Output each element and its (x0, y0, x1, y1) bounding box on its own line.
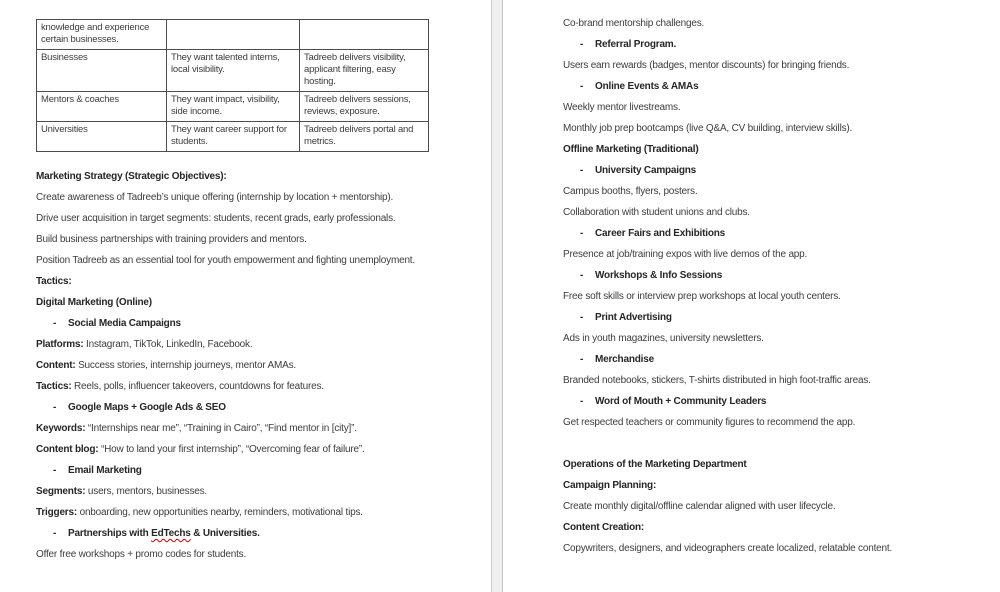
page-left[interactable] (0, 0, 491, 592)
table-row (37, 122, 429, 152)
text-run: “How to land your first internship”, “Overcoming fear of failure”. (98, 444, 365, 455)
text-run: Offline Marketing (Traditional) (563, 144, 699, 155)
table-cell: They want career support for students. (167, 122, 300, 152)
text-run: Create awareness of Tadreeb’s unique offering (internship by location + mentorship). (36, 192, 394, 203)
text-run: Co-brand mentorship challenges. (563, 18, 705, 29)
text-run: Create monthly digital/offline calendar aligned with user lifecycle. (563, 501, 836, 512)
paragraph (563, 101, 980, 114)
text-run: Platforms: (36, 339, 84, 350)
paragraph (36, 422, 467, 435)
text-run: Offer free workshops + promo codes for students. (36, 549, 247, 560)
table-cell: Tadreeb delivers sessions, reviews, exposure. (300, 92, 429, 122)
paragraph (563, 290, 980, 303)
table-row (37, 20, 429, 50)
bullet-item (563, 311, 980, 324)
text-run: Content: (36, 360, 76, 371)
paragraph (563, 458, 980, 471)
paragraph (563, 185, 980, 198)
table-cell: Businesses (37, 50, 167, 92)
table-row (37, 50, 429, 92)
text-run: & Universities. (190, 528, 260, 539)
right-page-text (563, 17, 980, 555)
paragraph (36, 233, 467, 246)
paragraph (563, 122, 980, 135)
bullet-dash: - (580, 81, 584, 92)
table-cell: knowledge and experience certain businesses. (37, 20, 167, 50)
table-cell: Universities (37, 122, 167, 152)
audience-segments-table (36, 19, 429, 152)
paragraph (563, 479, 980, 492)
text-run: Instagram, TikTok, LinkedIn, Facebook. (83, 339, 253, 350)
table-cell: Tadreeb delivers visibility, applicant filtering, easy hosting. (300, 50, 429, 92)
text-run: Free soft skills or interview prep workshops at local youth centers. (563, 291, 841, 302)
text-run: Ads in youth magazines, university newsletters. (563, 333, 764, 344)
text-run: Triggers: (36, 507, 77, 518)
paragraph (36, 338, 467, 351)
bullet-dash: - (580, 396, 584, 407)
paragraph (563, 206, 980, 219)
text-run: Tactics: (36, 381, 72, 392)
bullet-item (36, 527, 467, 540)
bullet-item (563, 269, 980, 282)
bullet-dash: - (53, 402, 57, 413)
bullet-dash: - (53, 318, 57, 329)
table-cell: They want impact, visibility, side income. (167, 92, 300, 122)
table-cell (300, 20, 429, 50)
text-run: Reels, polls, influencer takeovers, countdowns for features. (71, 381, 324, 392)
text-run: Word of Mouth + Community Leaders (595, 396, 767, 407)
bullet-item (563, 80, 980, 93)
text-run: users, mentors, businesses. (85, 486, 208, 497)
paragraph (36, 212, 467, 225)
text-run: Weekly mentor livestreams. (563, 102, 681, 113)
bullet-item (563, 395, 980, 408)
text-run: Build business partnerships with training providers and mentors. (36, 234, 307, 245)
paragraph (563, 143, 980, 156)
text-run: “Internships near me”, “Training in Cairo”, “Find mentor in [city]”. (85, 423, 357, 434)
bullet-dash: - (580, 165, 584, 176)
text-run: Referral Program. (595, 39, 677, 50)
bullet-dash: - (580, 354, 584, 365)
table-cell: Mentors & coaches (37, 92, 167, 122)
text-run: Position Tadreeb as an essential tool for youth empowerment and fighting unemployment. (36, 255, 415, 266)
text-run: Campaign Planning: (563, 480, 657, 491)
paragraph (563, 542, 980, 555)
text-run: Marketing Strategy (Strategic Objectives): (36, 171, 227, 182)
bullet-dash: - (53, 465, 57, 476)
paragraph (36, 443, 467, 456)
paragraph (563, 248, 980, 261)
bullet-item (563, 38, 980, 51)
page-divider (491, 0, 503, 592)
paragraph (36, 191, 467, 204)
paragraph (563, 374, 980, 387)
text-run: onboarding, new opportunities nearby, reminders, motivational tips. (77, 507, 363, 518)
text-run: Content Creation: (563, 522, 645, 533)
bullet-dash: - (580, 228, 584, 239)
text-run: Tactics: (36, 276, 72, 287)
bullet-dash: - (580, 270, 584, 281)
table-row (37, 92, 429, 122)
paragraph (563, 59, 980, 72)
text-run: Users earn rewards (badges, mentor discounts) for bringing friends. (563, 60, 850, 71)
paragraph (36, 506, 467, 519)
text-run: Content blog: (36, 444, 99, 455)
table-cell (167, 20, 300, 50)
text-run: Digital Marketing (Online) (36, 297, 152, 308)
bullet-item (36, 464, 467, 477)
text-run: Copywriters, designers, and videographers create localized, relatable content. (563, 543, 893, 554)
text-run: Print Advertising (595, 312, 672, 323)
text-run: Campus booths, flyers, posters. (563, 186, 698, 197)
page-right[interactable] (503, 0, 1000, 592)
text-run: University Campaigns (595, 165, 697, 176)
text-run: Keywords: (36, 423, 86, 434)
paragraph (36, 254, 467, 267)
text-run: Career Fairs and Exhibitions (595, 228, 725, 239)
left-page-text (36, 170, 467, 561)
text-run: Operations of the Marketing Department (563, 459, 747, 470)
text-run: Presence at job/training expos with live demos of the app. (563, 249, 808, 260)
blank-line (563, 437, 980, 458)
text-run: Merchandise (595, 354, 654, 365)
paragraph (563, 416, 980, 429)
bullet-dash: - (580, 39, 584, 50)
paragraph (563, 17, 980, 30)
text-run: Success stories, internship journeys, mentor AMAs. (75, 360, 296, 371)
text-run: Drive user acquisition in target segments: students, recent grads, early professionals. (36, 213, 396, 224)
paragraph (563, 500, 980, 513)
table-cell: They want talented interns, local visibility. (167, 50, 300, 92)
paragraph (36, 296, 467, 309)
paragraph (36, 380, 467, 393)
paragraph (36, 275, 467, 288)
text-run: Workshops & Info Sessions (595, 270, 723, 281)
paragraph (36, 485, 467, 498)
text-run: Partnerships with (68, 528, 152, 539)
text-run: Segments: (36, 486, 86, 497)
text-run: Monthly job prep bootcamps (live Q&A, CV building, interview skills). (563, 123, 853, 134)
bullet-item (36, 401, 467, 414)
text-run: Collaboration with student unions and clubs. (563, 207, 750, 218)
bullet-dash: - (580, 312, 584, 323)
text-run: Branded notebooks, stickers, T-shirts distributed in high foot-traffic areas. (563, 375, 871, 386)
text-run: Online Events & AMAs (595, 81, 699, 92)
bullet-item (36, 317, 467, 330)
text-run: Social Media Campaigns (68, 318, 181, 329)
bullet-item (563, 353, 980, 366)
text-run: Get respected teachers or community figures to recommend the app. (563, 417, 856, 428)
misspelled-word: EdTechs (151, 528, 191, 539)
paragraph (36, 359, 467, 372)
bullet-item (563, 227, 980, 240)
paragraph (36, 548, 467, 561)
text-run: Email Marketing (68, 465, 142, 476)
text-run: Google Maps + Google Ads & SEO (68, 402, 226, 413)
table-cell: Tadreeb delivers portal and metrics. (300, 122, 429, 152)
paragraph (563, 521, 980, 534)
bullet-dash: - (53, 528, 57, 539)
paragraph (563, 332, 980, 345)
paragraph (36, 170, 467, 183)
bullet-item (563, 164, 980, 177)
